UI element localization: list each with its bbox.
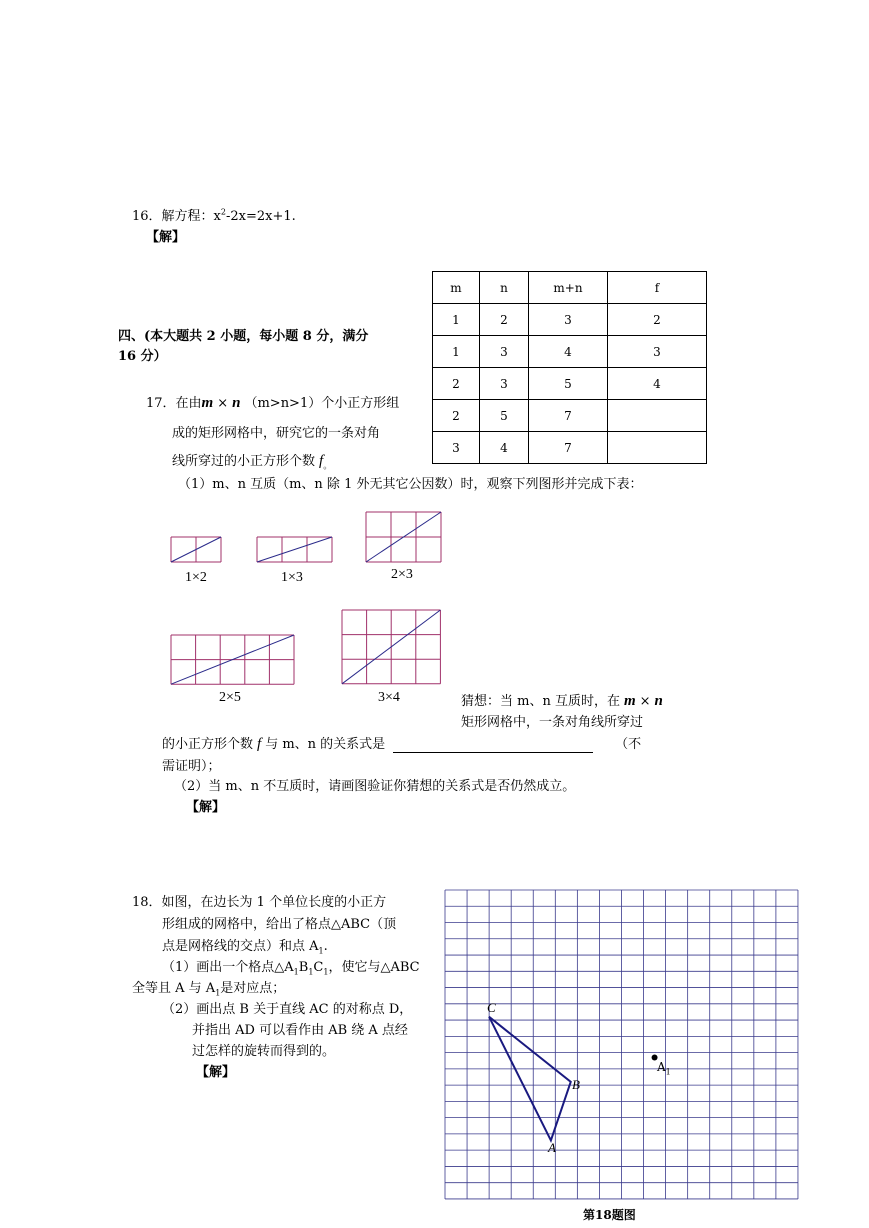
q18-part1-text: （1）画出一个格点△A [162, 960, 294, 975]
q18-part1 [162, 956, 420, 977]
point-a-label: A [548, 1140, 556, 1155]
table-cell: 2 [608, 304, 707, 336]
fig-label-1x3: 1×3 [281, 570, 303, 585]
table-row [433, 368, 707, 400]
table-cell: 3 [433, 432, 480, 464]
q18-part1-text: C [313, 960, 324, 975]
section4-heading-line2: 16 分） [118, 349, 167, 364]
diagonal-line [171, 537, 221, 562]
q18-line1: 18．如图，在边长为 1 个单位长度的小正方 [132, 895, 387, 910]
table-cell-empty[interactable] [608, 432, 707, 464]
grid-1x3 [257, 537, 332, 562]
table-header: m+n [529, 272, 608, 304]
q16-equation-pre: 解方程：x [161, 209, 221, 224]
table-cell-empty[interactable] [608, 400, 707, 432]
table-row [433, 432, 707, 464]
table-cell: 3 [480, 368, 529, 400]
q18-line3 [162, 935, 328, 956]
grid-3x4 [342, 610, 440, 684]
q17-line1 [146, 392, 399, 412]
q16-number: 16． [132, 209, 162, 224]
table-cell: 5 [480, 400, 529, 432]
fig-label-2x5: 2×5 [219, 690, 241, 705]
q17-part1: （1）m、n 互质（m、n 除 1 外无其它公因数）时，观察下列图形并完成下表： [178, 477, 643, 492]
guess-line3: 需证明）； [162, 759, 221, 774]
q17-answer-label: 【解】 [186, 800, 226, 815]
var-n: n [232, 395, 241, 411]
grid-2x3 [366, 512, 441, 562]
table-cell: 4 [608, 368, 707, 400]
q17-line2: 成的矩形网格中，研究它的一条对角 [172, 426, 381, 441]
table-row [433, 304, 707, 336]
q18-part1-text: 是对应点； [220, 981, 286, 996]
var-m: m [623, 693, 636, 709]
q18-answer-label: 【解】 [196, 1065, 236, 1080]
subscript: 1 [308, 967, 314, 977]
q18-part1-text: 全等且 A 与 A [132, 981, 216, 996]
q18-grid [445, 890, 798, 1199]
table-cell: 7 [529, 432, 608, 464]
q17-line3-text: 线所穿过的小正方形个数 [172, 454, 316, 469]
subscript: 1 [318, 946, 324, 956]
guess-text: （不 [615, 737, 642, 752]
table-cell: 3 [608, 336, 707, 368]
diagonal-line [342, 610, 440, 684]
point-a1-letter: A [657, 1060, 666, 1074]
subscript: 1 [293, 967, 299, 977]
table-cell: 3 [529, 304, 608, 336]
table-header: n [480, 272, 529, 304]
q18-part2-line3: 过怎样的旋转而得到的。 [192, 1044, 336, 1059]
point-a1-label [657, 1060, 671, 1076]
diagonal-line [257, 537, 332, 562]
point-b-label: B [572, 1077, 580, 1092]
times-sign: × [217, 396, 229, 411]
q18-part1-text: ，使它与△ABC [328, 960, 420, 975]
guess-text: 的小正方形个数 [162, 737, 254, 752]
grid-2x5 [171, 635, 294, 684]
q18-line3-text: 点是网格线的交点）和点 A [162, 939, 319, 954]
table-row [433, 400, 707, 432]
diagonal-line [366, 512, 441, 562]
table-cell: 2 [433, 400, 480, 432]
q16-text [132, 205, 296, 224]
guess-text: 猜想：当 m、n 互质时，在 [461, 694, 620, 709]
subscript: 1 [665, 1067, 671, 1077]
table-cell: 3 [480, 336, 529, 368]
q16-answer-label: 【解】 [146, 230, 186, 245]
table-cell: 2 [433, 368, 480, 400]
q18-part2-line2: 并指出 AD 可以看作由 AB 绕 A 点经 [192, 1023, 408, 1038]
table-header-row [433, 272, 707, 304]
q17-number: 17．在由 [146, 396, 202, 411]
var-n: n [654, 693, 663, 709]
point-c-label: C [487, 1000, 496, 1015]
table-cell: 7 [529, 400, 608, 432]
q18-part2-line1: （2）画出点 B 关于直线 AC 的对称点 D， [162, 1002, 413, 1017]
fig-label-2x3: 2×3 [391, 567, 413, 582]
q17-part2: （2）当 m、n 不互质时，请画图验证你猜想的关系式是否仍然成立。 [174, 779, 576, 794]
grid-figure-group [171, 512, 441, 684]
mn-table [432, 271, 707, 464]
triangle-abc [489, 1017, 571, 1141]
guess-text: 与 m、n 的关系式是 [265, 737, 386, 752]
q17-condition: （m>n>1）个小正方形组 [244, 396, 400, 411]
q18-part1-text: B [298, 960, 309, 975]
times-sign: × [639, 694, 651, 709]
q16-equation-post: -2x=2x+1. [225, 209, 296, 224]
figure-caption: 第18题图 [583, 1208, 636, 1222]
table-cell: 5 [529, 368, 608, 400]
table-row [433, 336, 707, 368]
q18-line3-end: . [323, 939, 328, 954]
q17-line3 [172, 450, 332, 472]
var-f: f [319, 453, 324, 469]
var-f: f [257, 736, 262, 752]
fig-label-1x2: 1×2 [185, 570, 207, 585]
table-cell: 1 [433, 336, 480, 368]
table-header: f [608, 272, 707, 304]
table-cell: 4 [480, 432, 529, 464]
diagonal-line [171, 635, 294, 684]
guess-line1 [461, 690, 663, 710]
grid-1x2 [171, 537, 221, 562]
subscript: 1 [323, 967, 329, 977]
table-cell: 4 [529, 336, 608, 368]
q17-period: 。 [323, 461, 333, 472]
subscript: 1 [215, 988, 221, 998]
section4-heading-line1: 四、(本大题共 2 小题，每小题 8 分，满分 [118, 329, 369, 344]
guess-line2 [162, 733, 641, 753]
table-cell: 2 [480, 304, 529, 336]
table-header: m [433, 272, 480, 304]
q18-part1-cont [132, 977, 285, 998]
fig-label-3x4: 3×4 [378, 690, 400, 705]
guess-line1b: 矩形网格中，一条对角线所穿过 [461, 715, 644, 730]
q18-line2: 形组成的网格中，给出了格点△ABC（顶 [162, 917, 397, 932]
table-cell: 1 [433, 304, 480, 336]
q16-exponent: 2 [220, 207, 226, 217]
var-m: m [201, 395, 214, 411]
answer-blank[interactable] [393, 738, 593, 753]
